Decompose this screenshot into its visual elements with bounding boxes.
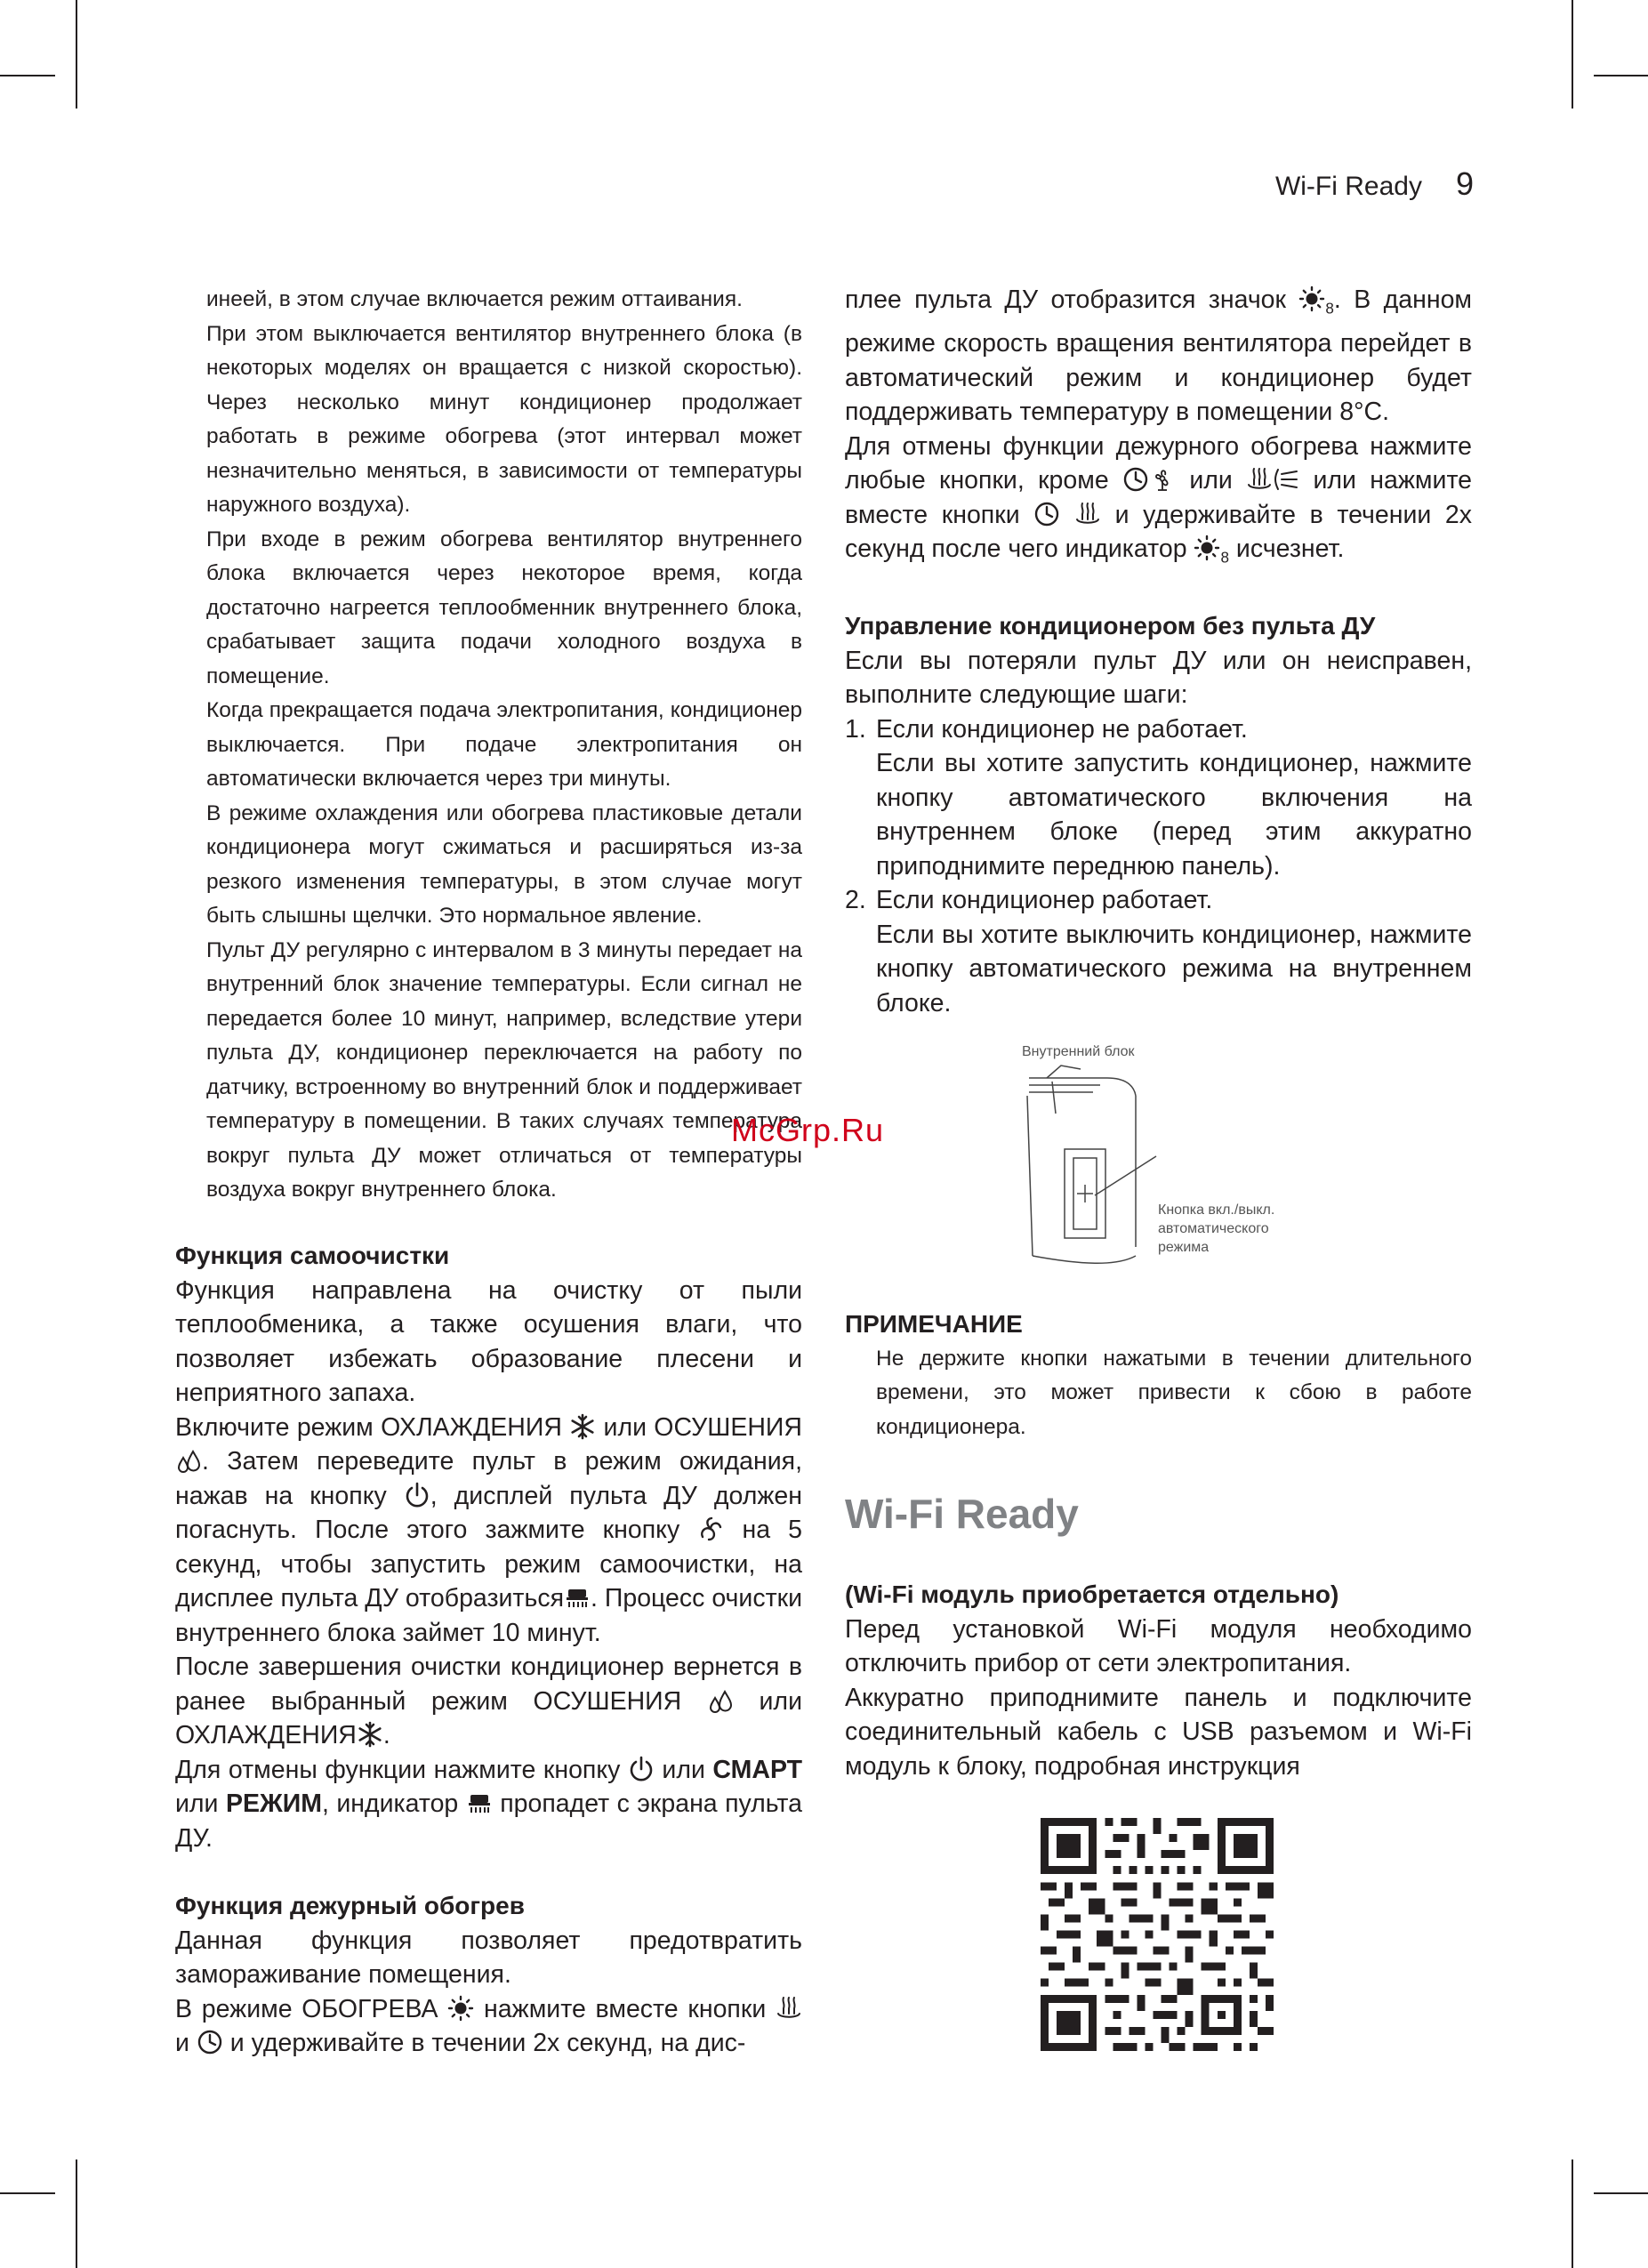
list-item: 1. Если кондиционер не работает. Если вы хотите запустить кондиционер, нажмите кнопку автоматического включения на внутреннем блоке (перед этим аккуратно приподнимите переднюю панель). [845, 714, 1472, 881]
steps-list [845, 712, 1472, 1021]
self-clean-heading: Функция самоочистки [175, 1242, 450, 1269]
paragraph: При этом выключается вентилятор внутреннего блока (в некоторых моделях он вращается с низкой скоростью). Через несколько минут кондиционер продолжает работать в режиме обогрева (этот интервал может незначительно меняться, в зависимости от температуры наружного воздуха). [206, 321, 802, 517]
left-main [175, 1239, 802, 2061]
crop-mark [1572, 2159, 1573, 2268]
diagram-label-button: автоматического [1158, 1221, 1269, 1236]
clean-icon [466, 1789, 493, 1816]
heat-icon [1074, 501, 1101, 527]
paragraph: При входе в режим обогрева вентилятор внутреннего блока включается через некоторое время, когда достаточно нагреется теплообменник внутреннего блока, срабатывает защита подачи холодного воздуха в помещение. [206, 527, 802, 688]
paragraph: Данная функция позволяет предотвратить замораживание помещения. [175, 1926, 802, 1989]
no-remote-heading: Управление кондиционером без пульта ДУ [845, 612, 1376, 640]
sun-icon [447, 1995, 474, 2022]
indoor-unit-diagram [1001, 1042, 1383, 1283]
self-clean-return: После завершения очистки кондиционер вернется в ранее выбранный режим ОСУШЕНИЯ или ОХЛАЖДЕНИЯ . [175, 1653, 802, 1749]
paragraph: Если вы потеряли пульт ДУ или он неисправен, выполните следующие шаги: [845, 646, 1472, 710]
page-header [1275, 165, 1474, 203]
power-icon [404, 1482, 430, 1508]
heat-icon [1246, 466, 1273, 493]
paragraph: инеей, в этом случае включается режим оттаивания. [206, 287, 743, 311]
sun-icon [1298, 286, 1325, 312]
snowflake-icon [569, 1413, 596, 1440]
diagram-label-button: режима [1158, 1240, 1210, 1255]
self-clean-cancel: Для отмены функции нажмите кнопку или СМАРТ или РЕЖИМ, индикатор пропадет с экрана пульта ДУ. [175, 1755, 802, 1853]
swirl-icon [697, 1516, 724, 1542]
crop-mark [1594, 75, 1648, 76]
fan-icon [1149, 466, 1176, 493]
right-main [845, 283, 1472, 1020]
crop-mark [1594, 2192, 1648, 2194]
clock-icon [197, 2029, 223, 2055]
note-heading: ПРИМЕЧАНИЕ [845, 1310, 1023, 1338]
paragraph: В режиме охлаждения или обогрева пластиковые детали кондиционера могут сжиматься и расширяться из-за резкого изменения температуры, в этом случае могут быть слышны щелчки. Это нормальное явление. [206, 800, 802, 928]
standby-heat-display: плее пульта ДУ отобразится значок $_8$. В данном режиме скорость вращения вентилятора перейдет в автоматический режим и кондиционер будет поддерживать температуру в помещении 8°С. [845, 286, 1473, 427]
clock-icon [1033, 501, 1060, 527]
paragraph: Перед установкой Wi-Fi модуля необходимо отключить прибор от сети электропитания. [845, 1614, 1472, 1677]
swing-icon [1273, 466, 1299, 493]
crop-mark [0, 2192, 55, 2194]
paragraph: Пульт ДУ регулярно с интервалом в 3 минуты передает на внутренний блок значение температуры. Если сигнал не передается более 10 минут, например, вследствие утери пульта ДУ, кондиционер переключается на работу по датчику, встроенному во внутренний блок и поддерживает температуру в помещении. В таких случаях температура вокруг пульта ДУ может отличаться от температуры воздуха вокруг внутреннего блока. [206, 937, 802, 1202]
wifi-subheading: (Wi-Fi модуль приобретается отдельно) [845, 1580, 1339, 1608]
paragraph: Когда прекращается подача электропитания, кондиционер выключается. При подаче электропитания он автоматически включается через три минуты. [206, 698, 802, 791]
snowflake-icon [357, 1721, 383, 1748]
drop-icon [707, 1687, 734, 1714]
crop-mark [76, 2159, 77, 2268]
crop-mark [1572, 0, 1573, 109]
right-lower [845, 1307, 1472, 1783]
paragraph: Функция направлена на очистку от пыли теплообменика, а также осушения влаги, что позволяет избежать образование плесени и неприятного запаха. [175, 1275, 802, 1407]
power-icon [628, 1756, 655, 1782]
diagram-label-button: Кнопка вкл./выкл. [1158, 1202, 1275, 1218]
diagram-label-indoor-unit: Внутренний блок [1022, 1044, 1135, 1059]
clock-icon [1122, 466, 1149, 493]
page-number: 9 [1455, 165, 1474, 202]
paragraph: Аккуратно приподнимите панель и подключите соединительный кабель с USB разъемом и Wi-Fi модуль к блоку, подробная инструкция [845, 1683, 1472, 1781]
standby-heat-heading: Функция дежурный обогрев [175, 1892, 525, 1919]
header-title: Wi-Fi Ready [1274, 172, 1422, 201]
sun-icon [1194, 535, 1220, 561]
clean-icon [564, 1584, 591, 1611]
heat-icon [776, 1995, 802, 2022]
drop-icon [175, 1447, 202, 1474]
standby-heat-cancel: Для отмены функции дежурного обогрева нажмите любые кнопки, кроме или или нажмите вместе кнопки и удерживайте в течении 2х секунд после чего индикатор $_8$ исчезнет. [845, 431, 1473, 567]
list-item: 2. Если кондиционер работает. Если вы хотите выключить кондиционер, нажмите кнопку автоматического режима на внутреннем блоке. [845, 886, 1472, 1017]
left-continuation [206, 283, 802, 1208]
crop-mark [0, 75, 55, 76]
wifi-heading: Wi-Fi Ready [845, 1491, 1079, 1537]
watermark: McGrp.Ru [731, 1112, 885, 1148]
qr-code[interactable] [1041, 1818, 1274, 2051]
standby-heat-instructions: В режиме ОБОГРЕВА нажмите вместе кнопки и и удерживайте в течении 2х секунд, на дис- [175, 1992, 802, 2061]
note-text: Не держите кнопки нажатыми в течении длительного времени, это может привести к сбою в работе кондиционера. [876, 1346, 1472, 1439]
self-clean-instructions: Включите режим ОХЛАЖДЕНИЯ или ОСУШЕНИЯ . Затем переведите пульт в режим ожидания, нажав на кнопку , дисплей пульта ДУ должен погаснуть. После этого зажмите кнопку на 5 секунд, чтобы запустить режим самоочистки, на дисплее пульта ДУ отобразиться . Процесс очистки внутреннего блока займет 10 минут. [175, 1412, 803, 1647]
crop-mark [76, 0, 77, 109]
